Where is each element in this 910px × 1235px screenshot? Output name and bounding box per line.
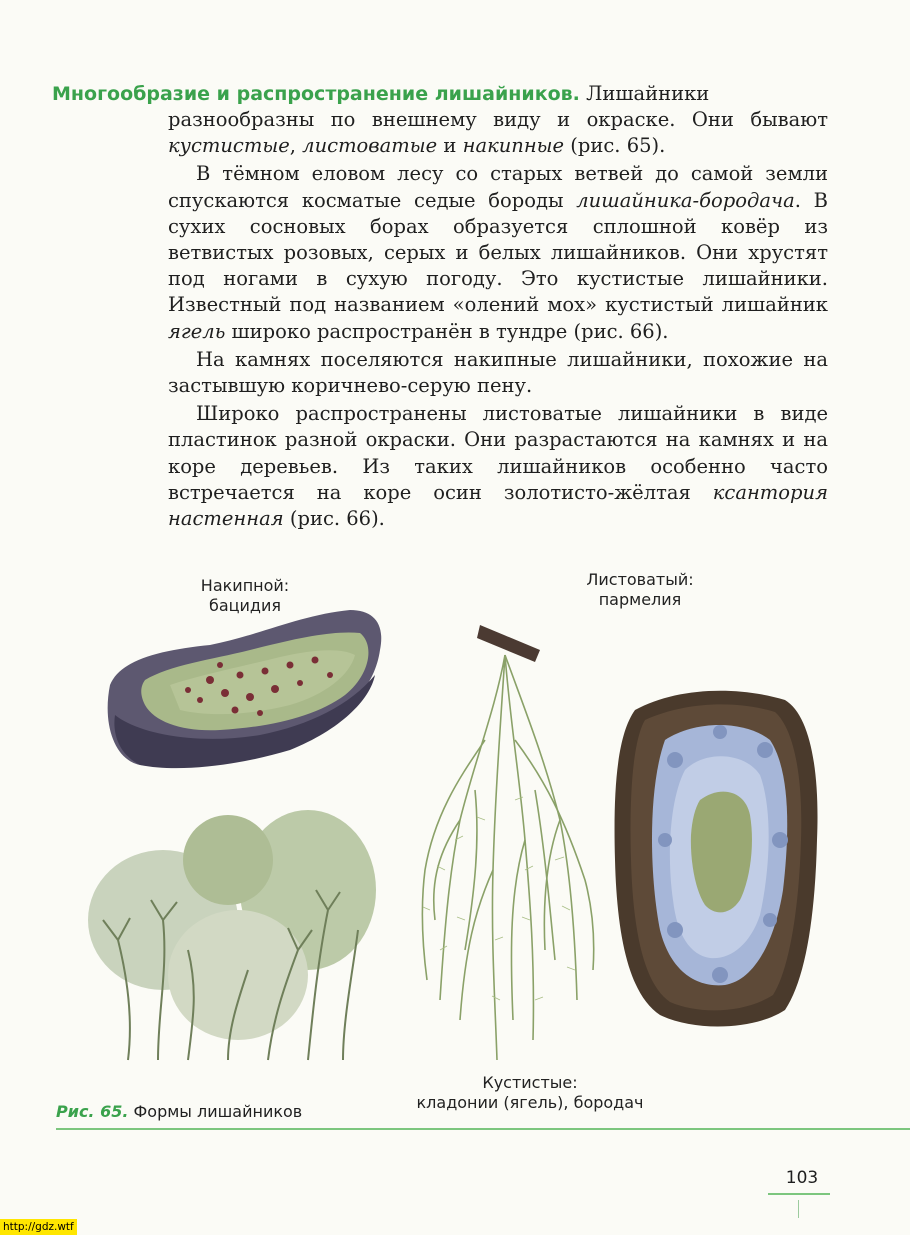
page-number-tick — [798, 1200, 799, 1218]
watermark-link[interactable]: http://gdz.wtf — [0, 1219, 77, 1235]
label-foliose — [560, 570, 720, 610]
term-fruticose: кустистые — [168, 134, 290, 158]
term-foliose: листоватые — [302, 134, 438, 158]
caption-divider — [56, 1128, 910, 1130]
paragraph-1 — [168, 107, 828, 159]
label-fruticose-line2: кладонии (ягель), бородач — [416, 1093, 644, 1112]
label-crustose-line2: бацидия — [208, 596, 282, 615]
body-text — [168, 107, 828, 532]
label-fruticose — [380, 1073, 680, 1113]
foliose-lichen-illustration — [605, 680, 825, 1035]
heading-line — [52, 80, 842, 108]
p1-and: и — [437, 134, 463, 158]
p2-text-b: . В сухих сосновых борах образуется сплошной ковёр из ветвистых розовых, серых и белых лишайников. Они хрустят под ногами в сухую погоду. Это кустистые лишайники. Известный под названием «олений мох» кустистый лишайник — [168, 188, 828, 317]
label-foliose-line2: пармелия — [598, 590, 682, 609]
label-crustose-line1: Накипной: — [200, 576, 290, 595]
term-crustose: накипные — [462, 134, 565, 158]
cladonia-lichen-illustration — [78, 800, 378, 1070]
term-reindeer-moss: ягель — [168, 319, 226, 343]
p4-text-a: Широко распространены листоватые лишайники в виде пластинок разной окраски. Они разрастаются на камнях и на коре деревьев. Из таких лишайников особенно часто встречается на коре осин золотисто-жёлтая — [168, 402, 828, 504]
label-fruticose-line1: Кустистые: — [482, 1073, 578, 1092]
paragraph-3: На камнях поселяются накипные лишайники, похожие на застывшую коричнево-серую пену. — [168, 347, 828, 398]
usnea-lichen-illustration — [405, 620, 605, 1070]
p1-text: разнообразны по внешнему виду и окраске. Они бывают — [168, 108, 828, 131]
p1-ref: (рис. 65). — [564, 134, 666, 158]
crustose-lichen-illustration — [100, 605, 390, 775]
page-number-rule — [768, 1193, 830, 1195]
term-xanthoria: ксантория настенная — [168, 480, 828, 531]
figure-caption — [56, 1102, 302, 1121]
term-usnea: лишайника-бородача — [576, 188, 795, 212]
heading-lead-text: Лишайники — [586, 82, 710, 105]
paragraph-4 — [168, 401, 828, 532]
p2-text-c: широко распространён в тундре (рис. 66). — [225, 319, 669, 343]
paragraph-2 — [168, 161, 828, 344]
p4-text-b: (рис. 66). — [283, 507, 385, 531]
figure-number: Рис. 65. — [56, 1102, 129, 1121]
page-number: 103 — [785, 1168, 819, 1188]
p1-sep: , — [289, 134, 303, 158]
p2-text-a: В тёмном еловом лесу со старых ветвей до самой земли спускаются косматые седые бороды — [168, 162, 828, 212]
label-foliose-line1: Листоватый: — [586, 570, 694, 589]
figure-caption-text: Формы лишайников — [128, 1102, 303, 1121]
section-title: Многообразие и распространение лишайников. — [52, 83, 580, 105]
